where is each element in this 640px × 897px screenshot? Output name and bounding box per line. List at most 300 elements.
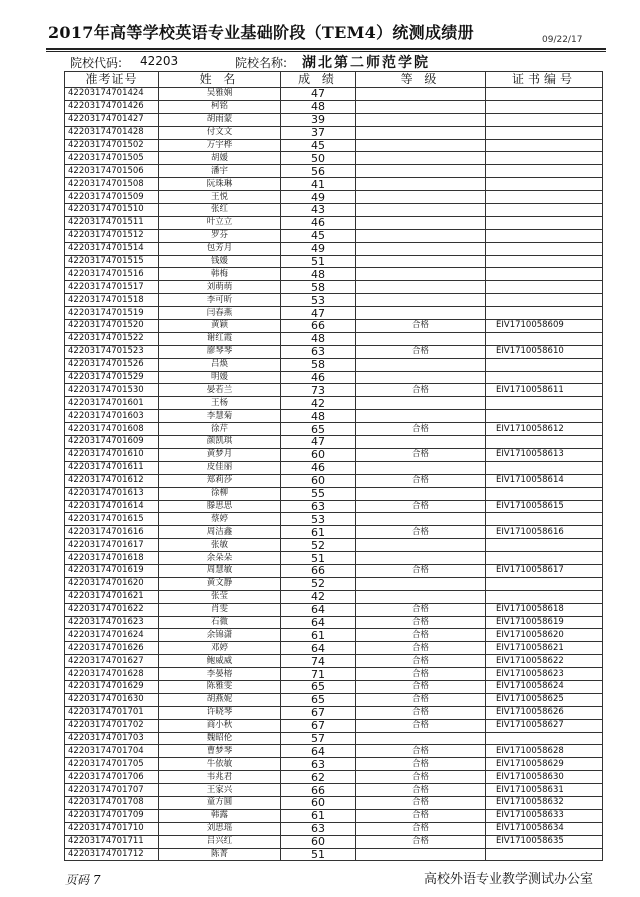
certificate-number-cell <box>486 410 603 423</box>
score-cell: 42 <box>281 397 356 410</box>
score-cell: 74 <box>281 655 356 668</box>
certificate-number-cell <box>486 100 603 113</box>
score-cell: 53 <box>281 513 356 526</box>
certificate-number-cell: EIV1710058613 <box>486 448 603 461</box>
grade-cell: 合格 <box>356 771 486 784</box>
score-cell: 39 <box>281 113 356 126</box>
student-name-cell: 黄梦月 <box>159 448 281 461</box>
certificate-number-cell <box>486 436 603 449</box>
score-cell: 61 <box>281 629 356 642</box>
grade-cell <box>356 848 486 861</box>
student-name-cell: 曹梦琴 <box>159 745 281 758</box>
grade-cell <box>356 294 486 307</box>
grade-cell: 合格 <box>356 745 486 758</box>
table-row <box>65 487 603 500</box>
score-cell: 65 <box>281 693 356 706</box>
score-cell: 50 <box>281 152 356 165</box>
student-id-cell: 42203174701706 <box>65 771 159 784</box>
grade-cell: 合格 <box>356 423 486 436</box>
certificate-number-cell <box>486 242 603 255</box>
score-cell: 37 <box>281 126 356 139</box>
score-cell: 67 <box>281 719 356 732</box>
score-cell: 64 <box>281 603 356 616</box>
student-id-cell: 42203174701428 <box>65 126 159 139</box>
score-cell: 47 <box>281 307 356 320</box>
school-name: 湖北第二师范学院 <box>302 55 430 71</box>
grade-cell: 合格 <box>356 655 486 668</box>
student-id-cell: 42203174701616 <box>65 526 159 539</box>
column-header-score: 成 绩 <box>281 72 356 88</box>
student-id-cell: 42203174701427 <box>65 113 159 126</box>
table-row <box>65 345 603 358</box>
student-name-cell: 陈雅雯 <box>159 680 281 693</box>
student-name-cell: 张敏 <box>159 539 281 552</box>
certificate-number-cell <box>486 191 603 204</box>
grade-cell: 合格 <box>356 642 486 655</box>
table-row <box>65 358 603 371</box>
table-row <box>65 822 603 835</box>
score-cell: 62 <box>281 771 356 784</box>
certificate-number-cell: EIV1710058630 <box>486 771 603 784</box>
score-cell: 60 <box>281 796 356 809</box>
table-row <box>65 423 603 436</box>
column-header-grade: 等 级 <box>356 72 486 88</box>
certificate-number-cell <box>486 513 603 526</box>
student-name-cell: 滕思思 <box>159 500 281 513</box>
table-row <box>65 809 603 822</box>
table-row <box>65 320 603 333</box>
table-row <box>65 642 603 655</box>
grade-cell: 合格 <box>356 758 486 771</box>
student-id-cell: 42203174701516 <box>65 268 159 281</box>
certificate-number-cell <box>486 461 603 474</box>
certificate-number-cell: EIV1710058620 <box>486 629 603 642</box>
student-name-cell: 邓婷 <box>159 642 281 655</box>
table-row <box>65 745 603 758</box>
student-name-cell: 谢红霞 <box>159 332 281 345</box>
certificate-number-cell <box>486 732 603 745</box>
column-header-id: 准考证号 <box>65 72 159 88</box>
student-id-cell: 42203174701623 <box>65 616 159 629</box>
certificate-number-cell: EIV1710058622 <box>486 655 603 668</box>
student-name-cell: 刘萌萌 <box>159 281 281 294</box>
certificate-number-cell <box>486 113 603 126</box>
student-id-cell: 42203174701709 <box>65 809 159 822</box>
student-id-cell: 42203174701707 <box>65 784 159 797</box>
grade-cell <box>356 513 486 526</box>
grade-cell <box>356 178 486 191</box>
student-id-cell: 42203174701712 <box>65 848 159 861</box>
student-id-cell: 42203174701628 <box>65 668 159 681</box>
certificate-number-cell: EIV1710058617 <box>486 564 603 577</box>
table-row <box>65 732 603 745</box>
certificate-number-cell: EIV1710058627 <box>486 719 603 732</box>
table-row <box>65 603 603 616</box>
score-cell: 66 <box>281 564 356 577</box>
grade-cell <box>356 577 486 590</box>
score-cell: 73 <box>281 384 356 397</box>
score-cell: 58 <box>281 358 356 371</box>
student-name-cell: 黄文静 <box>159 577 281 590</box>
student-id-cell: 42203174701508 <box>65 178 159 191</box>
grade-cell <box>356 590 486 603</box>
student-id-cell: 42203174701522 <box>65 332 159 345</box>
student-id-cell: 42203174701426 <box>65 100 159 113</box>
student-id-cell: 42203174701624 <box>65 629 159 642</box>
student-id-cell: 42203174701621 <box>65 590 159 603</box>
certificate-number-cell <box>486 590 603 603</box>
grade-cell: 合格 <box>356 500 486 513</box>
student-name-cell: 陈菁 <box>159 848 281 861</box>
student-id-cell: 42203174701615 <box>65 513 159 526</box>
grade-cell <box>356 88 486 101</box>
table-row <box>65 513 603 526</box>
certificate-number-cell <box>486 552 603 565</box>
score-cell: 58 <box>281 281 356 294</box>
table-row <box>65 848 603 861</box>
score-cell: 43 <box>281 204 356 217</box>
student-id-cell: 42203174701708 <box>65 796 159 809</box>
student-id-cell: 42203174701511 <box>65 216 159 229</box>
student-name-cell: 罗芬 <box>159 229 281 242</box>
student-id-cell: 42203174701529 <box>65 371 159 384</box>
grade-cell: 合格 <box>356 564 486 577</box>
student-name-cell: 叶立立 <box>159 216 281 229</box>
student-name-cell: 晏若兰 <box>159 384 281 397</box>
student-id-cell: 42203174701618 <box>65 552 159 565</box>
grade-cell <box>356 268 486 281</box>
score-cell: 67 <box>281 706 356 719</box>
student-id-cell: 42203174701517 <box>65 281 159 294</box>
certificate-number-cell: EIV1710058626 <box>486 706 603 719</box>
grade-cell <box>356 371 486 384</box>
table-row <box>65 539 603 552</box>
student-id-cell: 42203174701608 <box>65 423 159 436</box>
grade-cell <box>356 216 486 229</box>
grade-cell <box>356 410 486 423</box>
score-cell: 48 <box>281 100 356 113</box>
table-row <box>65 294 603 307</box>
grade-cell <box>356 332 486 345</box>
certificate-number-cell: EIV1710058621 <box>486 642 603 655</box>
student-id-cell: 42203174701601 <box>65 397 159 410</box>
student-name-cell: 吕兴红 <box>159 835 281 848</box>
student-name-cell: 韩梅 <box>159 268 281 281</box>
score-cell: 49 <box>281 191 356 204</box>
student-name-cell: 鲍威威 <box>159 655 281 668</box>
student-name-cell: 万宇桦 <box>159 139 281 152</box>
grade-cell: 合格 <box>356 668 486 681</box>
student-id-cell: 42203174701619 <box>65 564 159 577</box>
score-cell: 61 <box>281 809 356 822</box>
certificate-number-cell <box>486 139 603 152</box>
student-id-cell: 42203174701705 <box>65 758 159 771</box>
student-id-cell: 42203174701711 <box>65 835 159 848</box>
certificate-number-cell <box>486 397 603 410</box>
table-row <box>65 668 603 681</box>
student-id-cell: 42203174701629 <box>65 680 159 693</box>
score-table <box>64 71 603 861</box>
student-name-cell: 张红 <box>159 204 281 217</box>
student-name-cell: 钱媛 <box>159 255 281 268</box>
certificate-number-cell: EIV1710058625 <box>486 693 603 706</box>
table-row <box>65 229 603 242</box>
score-cell: 51 <box>281 255 356 268</box>
print-date: 09/22/17 <box>542 35 583 45</box>
page-number: 页码 7 <box>65 873 101 887</box>
table-row <box>65 242 603 255</box>
student-id-cell: 42203174701509 <box>65 191 159 204</box>
certificate-number-cell: EIV1710058633 <box>486 809 603 822</box>
student-id-cell: 42203174701603 <box>65 410 159 423</box>
student-id-cell: 42203174701515 <box>65 255 159 268</box>
table-row <box>65 835 603 848</box>
certificate-number-cell <box>486 216 603 229</box>
score-cell: 42 <box>281 590 356 603</box>
student-id-cell: 42203174701526 <box>65 358 159 371</box>
student-name-cell: 皮佳丽 <box>159 461 281 474</box>
student-name-cell: 刘思瑶 <box>159 822 281 835</box>
student-id-cell: 42203174701502 <box>65 139 159 152</box>
table-row <box>65 461 603 474</box>
student-name-cell: 韩露 <box>159 809 281 822</box>
school-name-label: 院校名称: <box>235 56 288 70</box>
score-cell: 45 <box>281 139 356 152</box>
grade-cell: 合格 <box>356 320 486 333</box>
school-code-label: 院校代码: <box>70 56 123 70</box>
score-cell: 51 <box>281 848 356 861</box>
score-cell: 64 <box>281 642 356 655</box>
table-row <box>65 552 603 565</box>
table-row <box>65 126 603 139</box>
score-cell: 56 <box>281 165 356 178</box>
student-name-cell: 黄颖 <box>159 320 281 333</box>
certificate-number-cell: EIV1710058610 <box>486 345 603 358</box>
certificate-number-cell: EIV1710058615 <box>486 500 603 513</box>
certificate-number-cell: EIV1710058629 <box>486 758 603 771</box>
student-id-cell: 42203174701617 <box>65 539 159 552</box>
table-row <box>65 500 603 513</box>
score-cell: 63 <box>281 758 356 771</box>
table-row <box>65 526 603 539</box>
table-row <box>65 474 603 487</box>
grade-cell <box>356 255 486 268</box>
score-cell: 60 <box>281 835 356 848</box>
score-cell: 48 <box>281 410 356 423</box>
table-row <box>65 784 603 797</box>
grade-cell: 合格 <box>356 345 486 358</box>
score-cell: 61 <box>281 526 356 539</box>
table-row <box>65 165 603 178</box>
student-name-cell: 王杨 <box>159 397 281 410</box>
certificate-number-cell <box>486 487 603 500</box>
certificate-number-cell <box>486 204 603 217</box>
certificate-number-cell <box>486 848 603 861</box>
certificate-number-cell: EIV1710058623 <box>486 668 603 681</box>
student-id-cell: 42203174701701 <box>65 706 159 719</box>
table-row <box>65 100 603 113</box>
score-cell: 51 <box>281 552 356 565</box>
grade-cell <box>356 461 486 474</box>
score-cell: 63 <box>281 345 356 358</box>
student-id-cell: 42203174701530 <box>65 384 159 397</box>
table-row <box>65 178 603 191</box>
grade-cell: 合格 <box>356 822 486 835</box>
certificate-number-cell: EIV1710058614 <box>486 474 603 487</box>
student-id-cell: 42203174701519 <box>65 307 159 320</box>
grade-cell: 合格 <box>356 629 486 642</box>
certificate-number-cell: EIV1710058632 <box>486 796 603 809</box>
table-row <box>65 268 603 281</box>
student-name-cell: 石微 <box>159 616 281 629</box>
student-name-cell: 胡媛 <box>159 152 281 165</box>
student-name-cell: 廖琴琴 <box>159 345 281 358</box>
table-row <box>65 577 603 590</box>
student-id-cell: 42203174701506 <box>65 165 159 178</box>
score-cell: 45 <box>281 229 356 242</box>
score-cell: 65 <box>281 680 356 693</box>
grade-cell <box>356 191 486 204</box>
table-row <box>65 564 603 577</box>
table-row <box>65 616 603 629</box>
grade-cell: 合格 <box>356 680 486 693</box>
score-cell: 41 <box>281 178 356 191</box>
table-row <box>65 397 603 410</box>
student-name-cell: 徐芹 <box>159 423 281 436</box>
grade-cell: 合格 <box>356 809 486 822</box>
table-row <box>65 796 603 809</box>
score-cell: 64 <box>281 745 356 758</box>
certificate-number-cell <box>486 165 603 178</box>
grade-cell <box>356 358 486 371</box>
grade-cell <box>356 552 486 565</box>
score-cell: 60 <box>281 448 356 461</box>
student-name-cell: 郑莉莎 <box>159 474 281 487</box>
table-row <box>65 655 603 668</box>
student-id-cell: 42203174701512 <box>65 229 159 242</box>
score-cell: 57 <box>281 732 356 745</box>
student-id-cell: 42203174701620 <box>65 577 159 590</box>
column-header-cert: 证书编号 <box>486 72 603 88</box>
student-id-cell: 42203174701612 <box>65 474 159 487</box>
student-id-cell: 42203174701703 <box>65 732 159 745</box>
student-id-cell: 42203174701613 <box>65 487 159 500</box>
certificate-number-cell <box>486 229 603 242</box>
score-cell: 47 <box>281 436 356 449</box>
column-header-name: 姓 名 <box>159 72 281 88</box>
student-name-cell: 颜凯琪 <box>159 436 281 449</box>
table-row <box>65 719 603 732</box>
student-id-cell: 42203174701424 <box>65 88 159 101</box>
student-name-cell: 蔡婷 <box>159 513 281 526</box>
student-id-cell: 42203174701614 <box>65 500 159 513</box>
score-cell: 46 <box>281 216 356 229</box>
certificate-number-cell <box>486 268 603 281</box>
certificate-number-cell: EIV1710058631 <box>486 784 603 797</box>
student-name-cell: 余朵朵 <box>159 552 281 565</box>
table-row <box>65 680 603 693</box>
grade-cell: 合格 <box>356 784 486 797</box>
student-id-cell: 42203174701510 <box>65 204 159 217</box>
certificate-number-cell <box>486 332 603 345</box>
score-cell: 71 <box>281 668 356 681</box>
student-name-cell: 肖雯 <box>159 603 281 616</box>
grade-cell <box>356 539 486 552</box>
grade-cell: 合格 <box>356 616 486 629</box>
score-cell: 66 <box>281 784 356 797</box>
student-name-cell: 许晓琴 <box>159 706 281 719</box>
student-id-cell: 42203174701610 <box>65 448 159 461</box>
table-row <box>65 436 603 449</box>
student-name-cell: 潘宇 <box>159 165 281 178</box>
grade-cell: 合格 <box>356 603 486 616</box>
certificate-number-cell: EIV1710058609 <box>486 320 603 333</box>
grade-cell <box>356 487 486 500</box>
table-row <box>65 255 603 268</box>
student-name-cell: 胡雨蒙 <box>159 113 281 126</box>
page-title: 2017年高等学校英语专业基础阶段（TEM4）统测成绩册 <box>48 23 474 42</box>
student-id-cell: 42203174701627 <box>65 655 159 668</box>
grade-cell <box>356 204 486 217</box>
student-name-cell: 张莹 <box>159 590 281 603</box>
grade-cell: 合格 <box>356 448 486 461</box>
certificate-number-cell <box>486 307 603 320</box>
grade-cell: 合格 <box>356 693 486 706</box>
grade-cell <box>356 139 486 152</box>
student-id-cell: 42203174701704 <box>65 745 159 758</box>
grade-cell <box>356 281 486 294</box>
student-id-cell: 42203174701518 <box>65 294 159 307</box>
score-cell: 65 <box>281 423 356 436</box>
table-row <box>65 448 603 461</box>
score-cell: 53 <box>281 294 356 307</box>
student-id-cell: 42203174701611 <box>65 461 159 474</box>
student-id-cell: 42203174701505 <box>65 152 159 165</box>
student-name-cell: 胡燕妮 <box>159 693 281 706</box>
grade-cell <box>356 436 486 449</box>
student-name-cell: 王悦 <box>159 191 281 204</box>
table-row <box>65 88 603 101</box>
score-cell: 64 <box>281 616 356 629</box>
score-cell: 47 <box>281 88 356 101</box>
certificate-number-cell <box>486 88 603 101</box>
certificate-number-cell <box>486 281 603 294</box>
table-row <box>65 113 603 126</box>
table-row <box>65 307 603 320</box>
table-row <box>65 191 603 204</box>
certificate-number-cell: EIV1710058634 <box>486 822 603 835</box>
student-id-cell: 42203174701630 <box>65 693 159 706</box>
student-name-cell: 商小秋 <box>159 719 281 732</box>
issuing-office: 高校外语专业教学测试办公室 <box>424 872 594 887</box>
grade-cell <box>356 397 486 410</box>
student-name-cell: 李晏榕 <box>159 668 281 681</box>
header-rule <box>46 48 606 50</box>
score-cell: 55 <box>281 487 356 500</box>
student-name-cell: 吕焕 <box>159 358 281 371</box>
score-cell: 52 <box>281 577 356 590</box>
student-name-cell: 周洁鑫 <box>159 526 281 539</box>
certificate-number-cell: EIV1710058628 <box>486 745 603 758</box>
certificate-number-cell: EIV1710058616 <box>486 526 603 539</box>
score-cell: 63 <box>281 822 356 835</box>
score-cell: 66 <box>281 320 356 333</box>
table-row <box>65 152 603 165</box>
table-row <box>65 410 603 423</box>
grade-cell <box>356 732 486 745</box>
certificate-number-cell <box>486 255 603 268</box>
table-row <box>65 629 603 642</box>
